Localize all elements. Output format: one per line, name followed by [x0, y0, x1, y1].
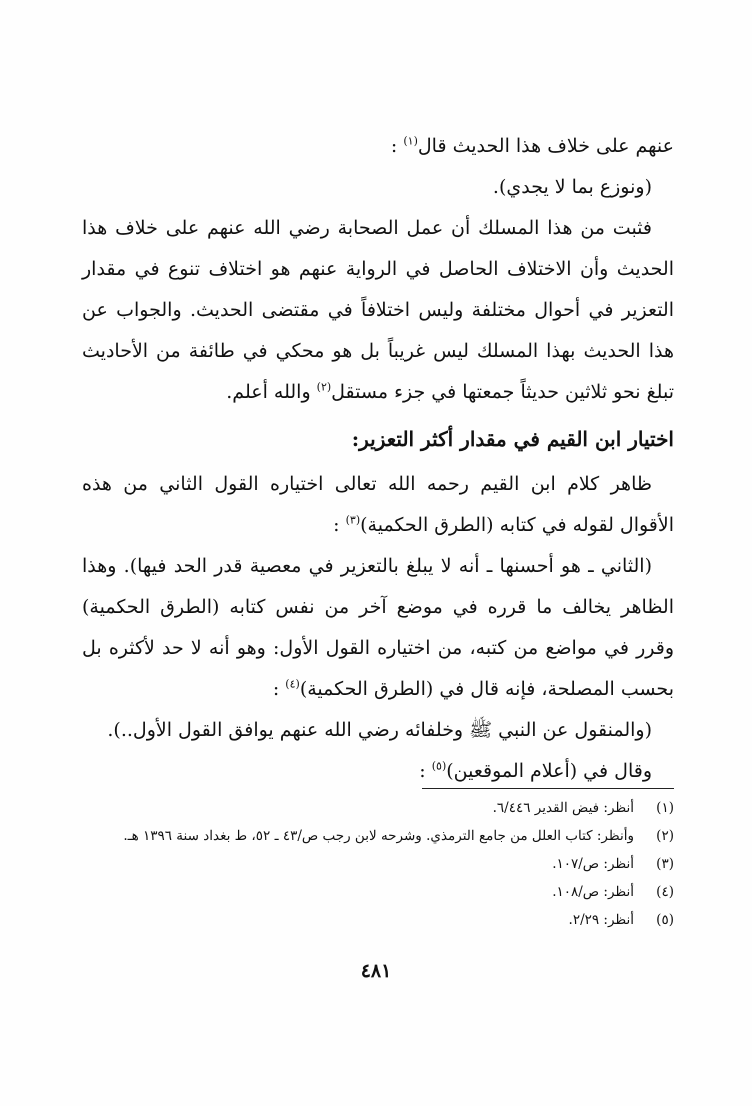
paragraph-5	[82, 546, 674, 710]
footnote-divider	[422, 788, 674, 789]
paragraph-5-colon: :	[272, 678, 280, 700]
paragraph-7	[82, 751, 674, 792]
footnotes	[82, 794, 674, 934]
paragraph-2: (ونوزع بما لا يجدي).	[492, 176, 652, 198]
main-text	[82, 126, 674, 792]
footnote-number: (٤)	[656, 884, 674, 900]
footnote-number: (٣)	[656, 856, 674, 872]
footnote-3	[82, 850, 674, 878]
footnote-ref-2[interactable]: (٢)	[316, 380, 332, 394]
page-number: ٤٨١	[360, 960, 392, 982]
paragraph-3	[82, 208, 674, 413]
paragraph-1	[82, 126, 674, 167]
footnote-ref-5[interactable]: (٥)	[431, 759, 447, 773]
paragraph-1-colon: :	[390, 135, 398, 157]
footnote-5	[82, 906, 674, 934]
footnote-text: أنظر: ٢/٢٩.	[568, 912, 634, 928]
paragraph-6: (والمنقول عن النبي ﷺ وخلفائه رضي الله عنهم يوافق القول الأول..).	[107, 719, 652, 741]
footnote-2	[82, 822, 674, 850]
paragraph-4-text: ظاهر كلام ابن القيم رحمه الله تعالى اختياره القول الثاني من هذه الأقوال لقوله في كتابه (الطرق الحكمية)	[82, 473, 674, 536]
footnote-ref-4[interactable]: (٤)	[285, 677, 300, 691]
footnote-text: أنظر: ص/١٠٨.	[552, 884, 634, 900]
paragraph-4-colon: :	[333, 514, 340, 536]
paragraph-7-text: وقال في (أعلام الموقعين)	[446, 760, 652, 782]
footnote-ref-3[interactable]: (٣)	[345, 513, 361, 527]
section-heading: اختيار ابن القيم في مقدار أكثر التعزير:	[351, 427, 674, 451]
footnote-ref-1[interactable]: (١)	[403, 134, 418, 148]
paragraph-3-end: والله أعلم.	[226, 381, 317, 403]
paragraph-4	[82, 464, 674, 546]
paragraph-3-text: فثبت من هذا المسلك أن عمل الصحابة رضي الله عنهم على خلاف هذا الحديث وأن الاختلاف الحاصل في الرواية عنهم هو اختلاف تنوع في مقدار التعزير في أحوال مختلفة وليس اختلافاً في مقتضى الحديث. والجواب عن هذا الحديث بهذا المسلك ليس غريباً بل هو محكي في طائفة من الأحاديث تبلغ نحو ثلاثين حديثاً جمعتها في جزء مستقل	[82, 217, 674, 403]
footnote-text: وأنظر: كتاب العلل من جامع الترمذي. وشرحه لابن رجب ص/٤٣ ـ ٥٢، ط بغداد سنة ١٣٩٦ هـ.	[123, 828, 634, 844]
footnote-number: (١)	[656, 800, 674, 816]
footnote-1	[82, 794, 674, 822]
paragraph-5-text: (الثاني ـ هو أحسنها ـ أنه لا يبلغ بالتعزير في معصية قدر الحد فيها). وهذا الظاهر يخالف ما قرره في موضع آخر من نفس كتابه (الطرق الحكمية) وقرر في مواضع من كتبه، من اختياره القول الأول: وهو أنه لا حد لأكثره بل بحسب المصلحة، فإنه قال في (الطرق الحكمية)	[82, 555, 674, 700]
footnote-4	[82, 878, 674, 906]
paragraph-1-text: عنهم على خلاف هذا الحديث قال	[417, 135, 674, 157]
footnote-number: (٢)	[656, 828, 674, 844]
footnote-text: أنظر: فيض القدير ٦/٤٤٦.	[492, 800, 634, 816]
paragraph-7-colon: :	[419, 760, 426, 782]
footnote-text: أنظر: ص/١٠٧.	[552, 856, 634, 872]
footnote-number: (٥)	[656, 912, 674, 928]
